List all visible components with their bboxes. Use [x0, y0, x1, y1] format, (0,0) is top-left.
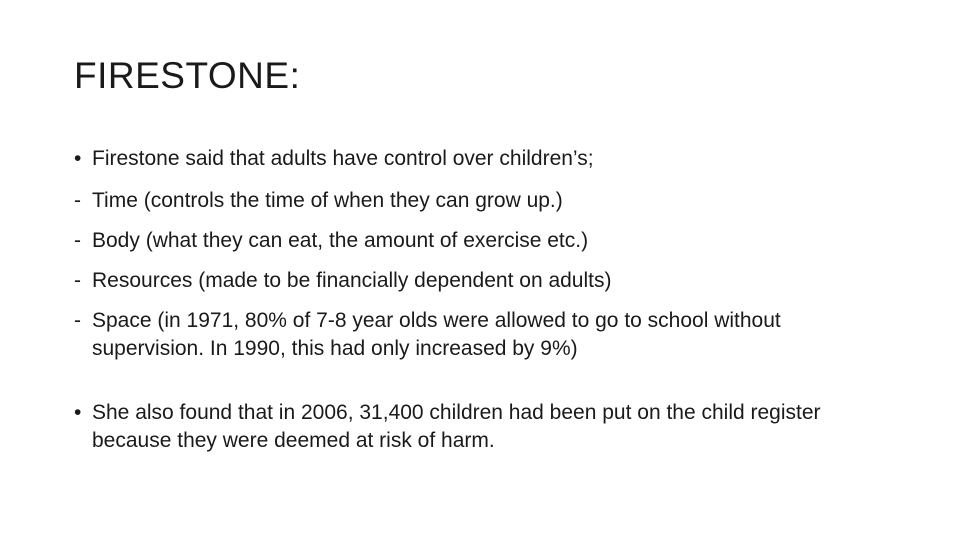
bullet-text: Firestone said that adults have control over children’s;	[92, 147, 594, 170]
spacer	[74, 377, 874, 399]
dash-text: Space (in 1971, 80% of 7-8 year olds were allowed to go to school without supervision. In 1990, this had only increased by 9%)	[92, 309, 781, 360]
dash-item	[74, 187, 874, 215]
bullet-marker: •	[74, 147, 82, 170]
bullet-text: She also found that in 2006, 31,400 children had been put on the child register because they were deemed at risk of harm.	[92, 401, 821, 452]
dash-marker: -	[74, 309, 81, 332]
dash-marker: -	[74, 269, 81, 292]
dash-marker: -	[74, 189, 81, 212]
bullet-marker: •	[74, 401, 82, 424]
dash-text: Body (what they can eat, the amount of exercise etc.)	[92, 229, 589, 252]
dash-item	[74, 227, 874, 255]
dash-marker: -	[74, 229, 81, 252]
slide-content	[74, 145, 874, 469]
slide-title: FIRESTONE:	[74, 55, 301, 96]
dash-text: Resources (made to be financially dependent on adults)	[92, 269, 612, 292]
dash-text: Time (controls the time of when they can grow up.)	[92, 189, 563, 212]
dash-item	[74, 307, 874, 363]
bullet-item	[74, 145, 874, 173]
bullet-item	[74, 399, 874, 455]
dash-item	[74, 267, 874, 295]
